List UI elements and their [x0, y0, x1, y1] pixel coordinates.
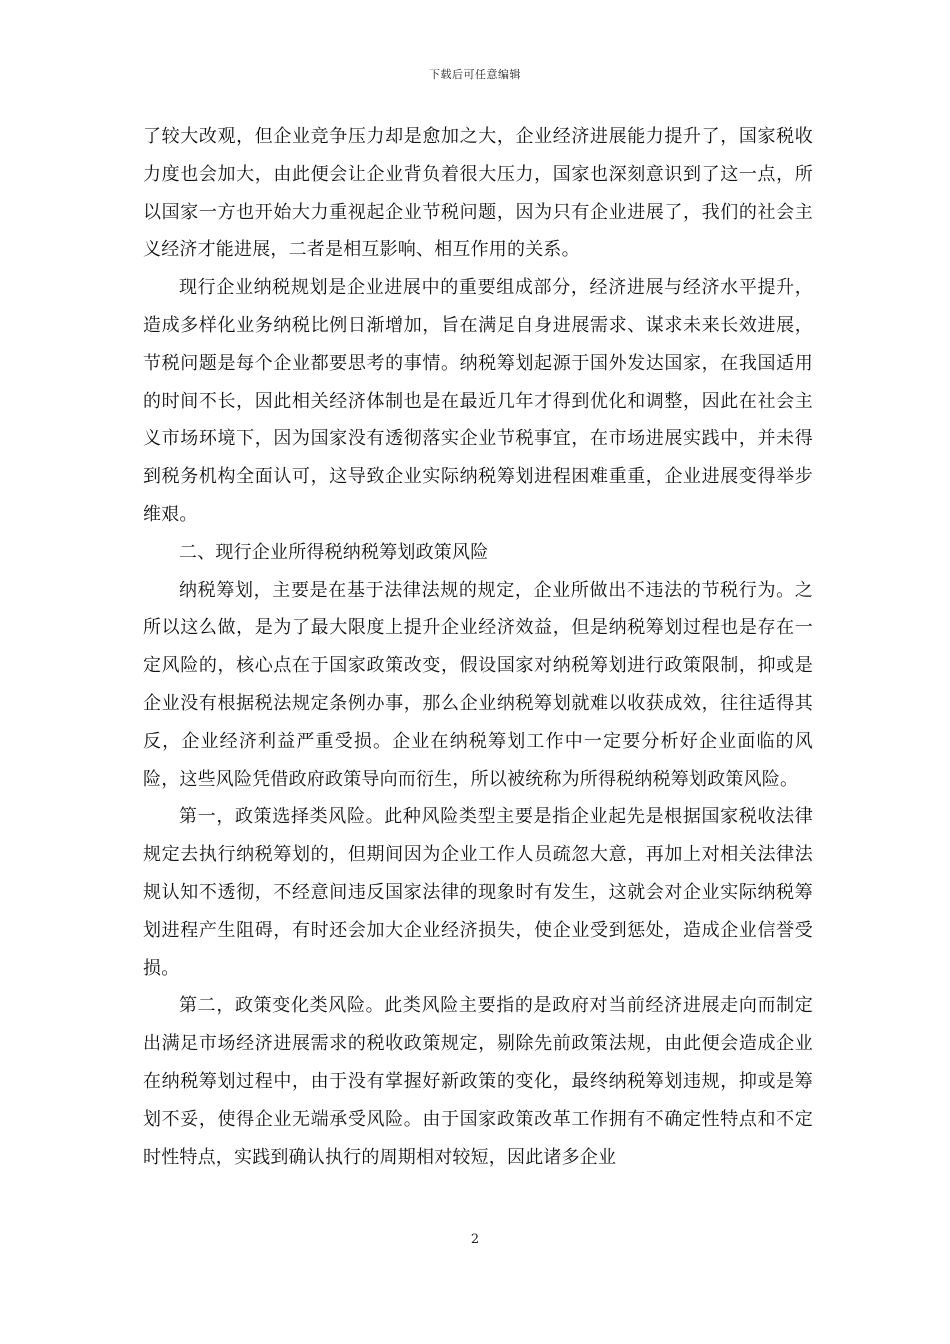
page-number: 2	[470, 1232, 480, 1247]
paragraph-tax-planning-overview: 现行企业纳税规划是企业进展中的重要组成部分，经济进展与经济水平提升，造成多样化业务纳税比例日渐增加，旨在满足自身进展需求、谋求未来长效进展，节税问题是每个企业都要思考的事情。纳税筹划起源于国外发达国家，在我国适用的时间不长，因此相关经济体制也是在最近几年才得到优化和调整，因此在社会主义市场环境下，因为国家没有透彻落实企业节税事宜，在市场进展实践中，并未得到税务机构全面认可，这导致企业实际纳税筹划进程困难重重，企业进展变得举步维艰。	[143, 277, 813, 525]
section-heading: 二、现行企业所得税纳税筹划政策风险	[179, 541, 489, 563]
document-body	[143, 118, 813, 1176]
paragraph-policy-change-risk: 第二，政策变化类风险。此类风险主要指的是政府对当前经济进展走向而制定出满足市场经济进展需求的税收政策规定，剔除先前政策法规，由此便会造成企业在纳税筹划过程中，由于没有掌握好新政策的变化，最终纳税筹划违规，抑或是筹划不妥，使得企业无端承受风险。由于国家政策改革工作拥有不确定性特点和不定时性特点，实践到确认执行的周期相对较短，因此诸多企业	[143, 995, 813, 1168]
paragraph-continuation: 了较大改观，但企业竞争压力却是愈加之大，企业经济进展能力提升了，国家税收力度也会加大，由此便会让企业背负着很大压力，国家也深刻意识到了这一点，所以国家一方也开始大力重视起企业节税问题，因为只有企业进展了，我们的社会主义经济才能进展，二者是相互影响、相互作用的关系。	[143, 126, 813, 261]
page-header: 下载后可任意编辑	[429, 68, 521, 81]
paragraph-policy-selection-risk: 第一，政策选择类风险。此种风险类型主要是指企业起先是根据国家税收法律规定去执行纳税筹划的，但期间因为企业工作人员疏忽大意，再加上对相关法律法规认知不透彻，不经意间违反国家法律的现象时有发生，这就会对企业实际纳税筹划进程产生阻碍，有时还会加大企业经济损失，使企业受到惩处，造成企业信誉受损。	[143, 806, 813, 979]
paragraph-tax-planning-definition: 纳税筹划，主要是在基于法律法规的规定，企业所做出不违法的节税行为。之所以这么做，是为了最大限度上提升企业经济效益，但是纳税筹划过程也是存在一定风险的，核心点在于国家政策改变，假设国家对纳税筹划进行政策限制，抑或是企业没有根据税法规定条例办事，那么企业纳税筹划就难以收获成效，往往适得其反，企业经济利益严重受损。企业在纳税筹划工作中一定要分析好企业面临的风险，这些风险凭借政府政策导向而衍生，所以被统称为所得税纳税筹划政策风险。	[143, 579, 813, 790]
